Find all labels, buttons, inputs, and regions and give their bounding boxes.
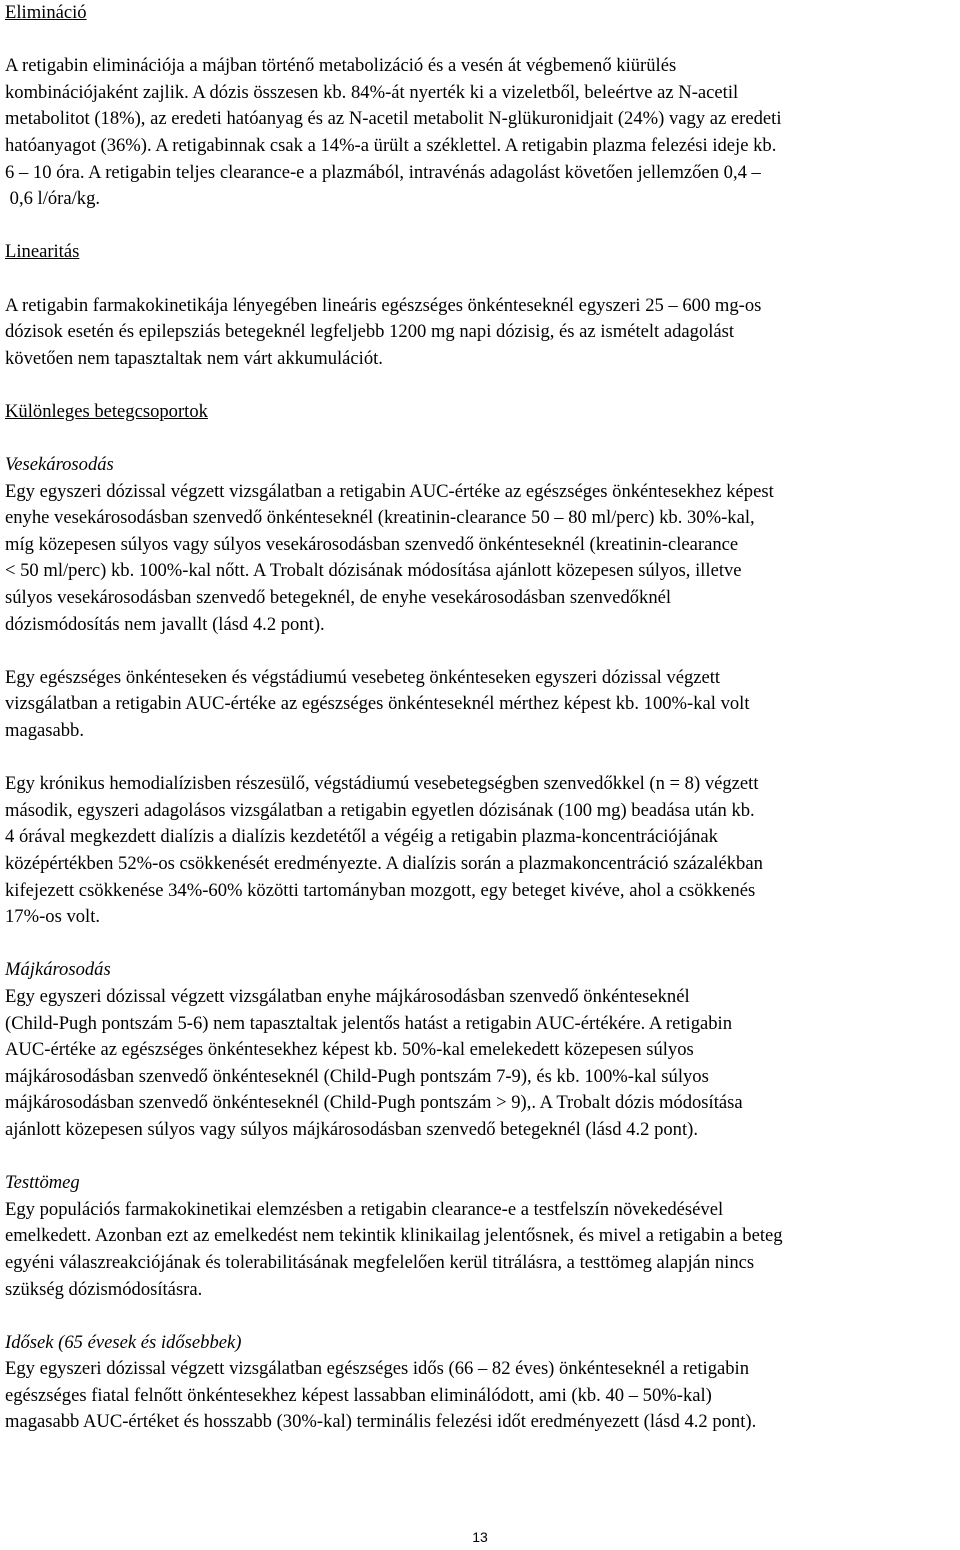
text-line: dózismódosítás nem javallt (lásd 4.2 pont). xyxy=(5,613,325,635)
text-line: 6 – 10 óra. A retigabin teljes clearance-e a plazmából, intravénás adagolást követően jellemzően 0,4 – xyxy=(5,161,761,183)
text-line: vizsgálatban a retigabin AUC-értéke az egészséges önkénteseknél mérthez képest kb. 100%-kal volt xyxy=(5,693,750,715)
text-line: 4 órával megkezdett dialízis a dialízis kezdetétől a végéig a retigabin plazma-koncentrációjának xyxy=(5,826,718,848)
spacer xyxy=(5,266,960,293)
weight-paragraph xyxy=(5,1197,960,1303)
text-line: kombinációjaként zajlik. A dózis összesen kb. 84%-át nyerték ki a vizeletből, beleértve az N-acetil xyxy=(5,81,739,103)
text-line: Egy egyszeri dózissal végzett vizsgálatban a retigabin AUC-értéke az egészséges önkéntesekhez képest xyxy=(5,480,774,502)
text-line: < 50 ml/perc) kb. 100%-kal nőtt. A Trobalt dózisának módosítása ajánlott közepesen súlyos, illetve xyxy=(5,560,742,582)
text-line: követően nem tapasztaltak nem várt akkumulációt. xyxy=(5,347,383,369)
text-line: kifejezett csökkenése 34%-60% közötti tartományban mozgott, egy beteget kivéve, ahol a csökkenés xyxy=(5,879,756,901)
text-line: második, egyszeri adagolásos vizsgálatban a retigabin egyetlen dózisának (100 mg) beadása után kb. xyxy=(5,799,755,821)
text-line: súlyos vesekárosodásban szenvedő betegeknél, de enyhe vesekárosodásban szenvedőknél xyxy=(5,587,672,609)
spacer xyxy=(5,426,960,453)
text-line: Egy krónikus hemodialízisben részesülő, végstádiumú vesebetegségben szenvedőkkel (n = 8) végzett xyxy=(5,773,759,795)
spacer xyxy=(5,931,960,958)
text-line: Egy egészséges önkénteseken és végstádiumú vesebeteg önkénteseken egyszeri dózissal végzett xyxy=(5,666,721,688)
text-line: emelkedett. Azonban ezt az emelkedést nem tekintik klinikailag jelentősnek, és mivel a retigabin a beteg xyxy=(5,1225,783,1247)
text-line: A retigabin farmakokinetikája lényegében lineáris egészséges önkénteseknél egyszeri 25 – 600 mg-os xyxy=(5,294,762,316)
linearity-paragraph xyxy=(5,293,960,373)
text-line: szükség dózismódosításra. xyxy=(5,1278,203,1300)
renal-paragraph-3 xyxy=(5,771,960,931)
spacer xyxy=(5,1144,960,1171)
spacer xyxy=(5,213,960,240)
text-line: (Child-Pugh pontszám 5-6) nem tapasztaltak jelentős hatást a retigabin AUC-értékére. A retigabin xyxy=(5,1012,733,1034)
subheading-renal-impairment: Vesekárosodás xyxy=(5,454,114,476)
text-line: egészséges fiatal felnőtt önkéntesekhez képest lassabban eliminálódott, ami (kb. 40 – 50%-kal) xyxy=(5,1384,712,1406)
text-line: AUC-értéke az egészséges önkéntesekhez képest kb. 50%-kal emelekedett közepesen súlyos xyxy=(5,1039,694,1061)
text-line: A retigabin eliminációja a májban történő metabolizáció és a vesén át végbemenő kiürülés xyxy=(5,55,677,77)
text-line: Egy egyszeri dózissal végzett vizsgálatban enyhe májkárosodásban szenvedő önkénteseknél xyxy=(5,985,690,1007)
text-line: Egy egyszeri dózissal végzett vizsgálatban egészséges idős (66 – 82 éves) önkénteseknél a retigabin xyxy=(5,1358,750,1380)
subheading-hepatic-impairment: Májkárosodás xyxy=(5,959,111,981)
text-line: ajánlott közepesen súlyos vagy súlyos májkárosodásban szenvedő betegeknél (lásd 4.2 pont). xyxy=(5,1118,698,1140)
spacer xyxy=(5,372,960,399)
section-heading-special-populations: Különleges betegcsoportok xyxy=(5,400,208,422)
text-line: 17%-os volt. xyxy=(5,906,101,928)
text-line: hatóanyagot (36%). A retigabinnak csak a 14%-a ürült a széklettel. A retigabin plazma felezési ideje kb. xyxy=(5,134,777,156)
text-line: dózisok esetén és epilepsziás betegeknél legfeljebb 1200 mg napi dózisig, és az ismételt adagolást xyxy=(5,321,735,343)
subheading-body-weight: Testtömeg xyxy=(5,1172,80,1194)
section-heading-linearity: Linearitás xyxy=(5,241,80,263)
renal-paragraph-2 xyxy=(5,665,960,745)
spacer xyxy=(5,1303,960,1330)
text-line: 0,6 l/óra/kg. xyxy=(5,188,101,210)
text-line: egyéni válaszreakciójának és tolerabilitásának megfelelően kerül titrálásra, a testtömeg alapján nincs xyxy=(5,1251,755,1273)
text-line: májkárosodásban szenvedő önkénteseknél (Child-Pugh pontszám 7-9), és kb. 100%-kal súlyos xyxy=(5,1065,709,1087)
text-line: Egy populációs farmakokinetikai elemzésben a retigabin clearance-e a testfelszín növekedésével xyxy=(5,1198,724,1220)
text-line: magasabb. xyxy=(5,720,84,742)
text-line: májkárosodásban szenvedő önkénteseknél (Child-Pugh pontszám > 9),. A Trobalt dózis módosítása xyxy=(5,1092,743,1114)
text-line: magasabb AUC-értéket és hosszabb (30%-kal) terminális felezési időt eredményezett (lásd 4.2 pont). xyxy=(5,1411,757,1433)
spacer xyxy=(5,638,960,665)
subheading-elderly: Idősek (65 évesek és idősebbek) xyxy=(5,1331,242,1353)
text-line: középértékben 52%-os csökkenését eredményezte. A dialízis során a plazmakoncentráció százalékban xyxy=(5,853,763,874)
page-number: 13 xyxy=(472,1529,488,1545)
text-line: enyhe vesekárosodásban szenvedő önkénteseknél (kreatinin-clearance 50 – 80 ml/perc) kb. 30%-kal, xyxy=(5,507,755,529)
spacer xyxy=(5,745,960,772)
document-page xyxy=(5,0,960,1436)
renal-paragraph-1 xyxy=(5,479,960,639)
elimination-paragraph xyxy=(5,53,960,213)
hepatic-paragraph xyxy=(5,984,960,1144)
text-line: míg közepesen súlyos vagy súlyos vesekárosodásban szenvedő önkénteseknél (kreatinin-clearance xyxy=(5,533,739,555)
text-line: metabolitot (18%), az eredeti hatóanyag és az N-acetil metabolit N-glükuronidjait (24%) vagy az eredeti xyxy=(5,108,782,130)
section-heading-elimination: Elimináció xyxy=(5,2,87,23)
spacer xyxy=(5,27,960,54)
elderly-paragraph xyxy=(5,1356,960,1436)
